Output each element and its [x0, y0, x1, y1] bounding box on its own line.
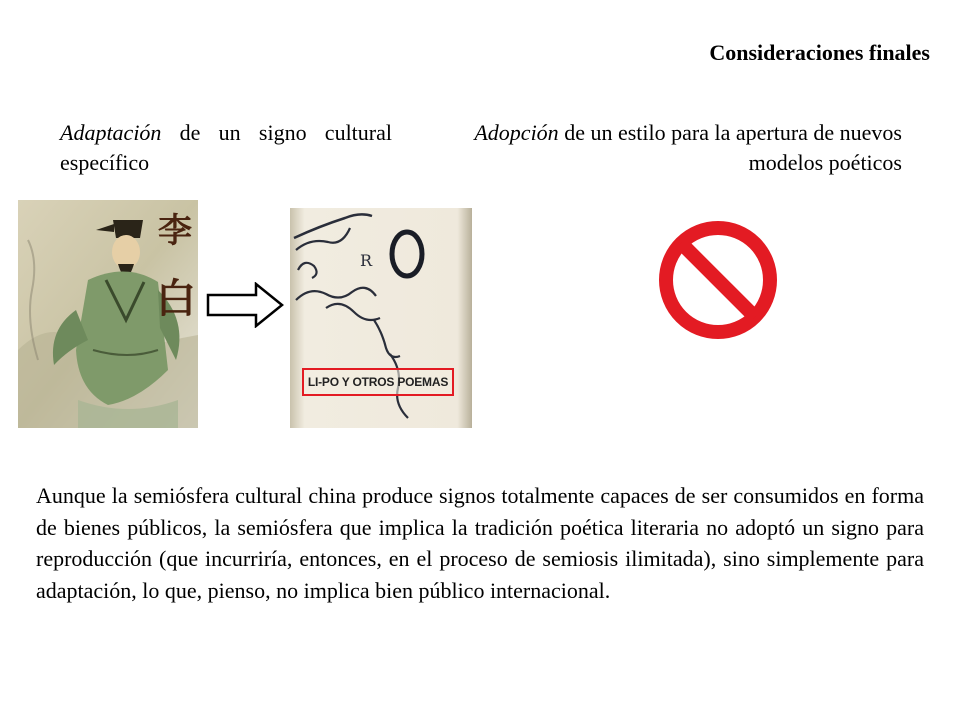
right-emphasis: Adopción: [474, 120, 559, 145]
book-title-label: LI-PO Y OTROS POEMAS: [302, 368, 454, 396]
li-bai-portrait-image: [18, 200, 198, 428]
left-column-heading: [60, 118, 392, 178]
svg-text:白: 白: [156, 275, 196, 322]
right-arrow-icon: [206, 282, 284, 328]
arrow-shape: [206, 282, 284, 328]
svg-text:李: 李: [158, 211, 192, 251]
body-paragraph: Aunque la semiósfera cultural china produce signos totalmente capaces de ser consumidos en forma de bienes públicos, la semiósfera que implica la tradición poética literaria no adoptó un signo para reproducción (que incurriría, entonces, en el proceso de semiosis ilimitada), sino simplemente para adaptación, lo que, pienso, no implica bien público internacional.: [36, 483, 924, 603]
prohibition-icon: [656, 218, 780, 342]
left-text: de un signo cultural específico: [60, 120, 392, 175]
right-text: de un estilo para la apertura de nuevos modelos poéticos: [558, 120, 902, 175]
svg-text:R: R: [360, 251, 373, 270]
page-title: Consideraciones finales: [709, 40, 930, 65]
book-cover-image: [290, 208, 472, 428]
left-emphasis: Adaptación: [60, 120, 162, 145]
portrait-illustration: [18, 200, 198, 428]
prohibition-sign: [656, 218, 780, 342]
right-column-heading: [470, 118, 902, 178]
